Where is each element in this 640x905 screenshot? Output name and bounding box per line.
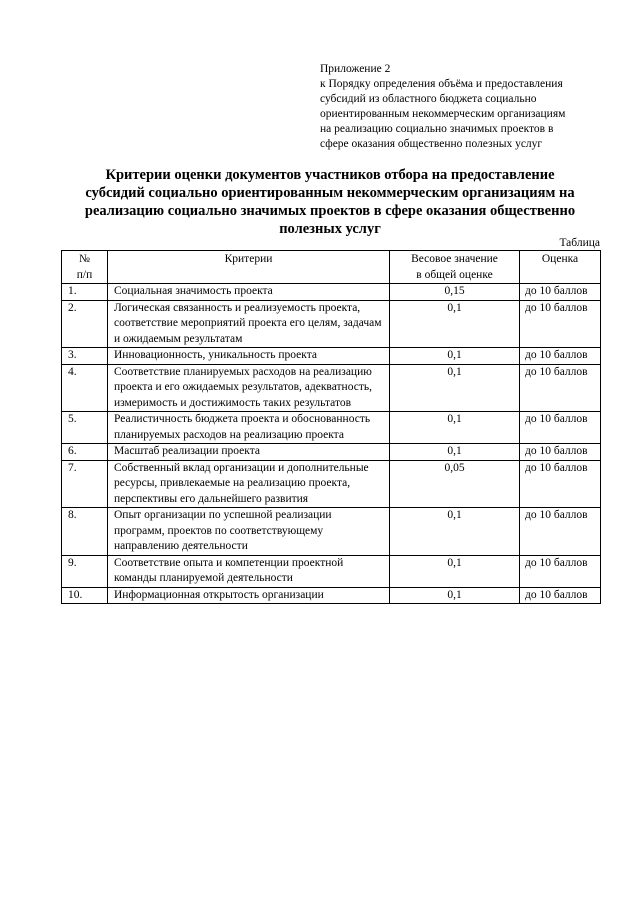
row-score: до 10 баллов xyxy=(520,300,601,348)
table-row xyxy=(62,364,601,412)
row-criteria: Информационная открытость организации xyxy=(108,587,390,604)
row-number: 3. xyxy=(62,348,108,365)
row-score: до 10 баллов xyxy=(520,348,601,365)
appendix-line: субсидий из областного бюджета социально xyxy=(320,93,537,105)
criteria-table xyxy=(61,250,601,604)
row-criteria: Масштаб реализации проекта xyxy=(108,444,390,461)
row-criteria: Опыт организации по успешной реализации программ, проектов по соответствующему направлению деятельности xyxy=(108,508,390,556)
row-weight: 0,1 xyxy=(390,508,520,556)
header-num-line: п/п xyxy=(76,268,93,281)
row-score: до 10 баллов xyxy=(520,284,601,301)
row-number: 5. xyxy=(62,412,108,444)
appendix-line: Приложение 2 xyxy=(320,63,391,75)
row-score: до 10 баллов xyxy=(520,412,601,444)
row-weight: 0,1 xyxy=(390,348,520,365)
document-title xyxy=(60,166,600,238)
row-number: 6. xyxy=(62,444,108,461)
table-body xyxy=(62,284,601,604)
row-weight: 0,1 xyxy=(390,412,520,444)
row-weight: 0,1 xyxy=(390,300,520,348)
row-score: до 10 баллов xyxy=(520,460,601,508)
table-caption: Таблица xyxy=(559,237,600,249)
table-row xyxy=(62,444,601,461)
header-score: Оценка xyxy=(520,251,601,284)
row-weight: 0,1 xyxy=(390,555,520,587)
row-score: до 10 баллов xyxy=(520,364,601,412)
row-criteria: Собственный вклад организации и дополнительные ресурсы, привлекаемые на реализацию проекта, перспективы его дальнейшего развития xyxy=(108,460,390,508)
row-weight: 0,1 xyxy=(390,444,520,461)
row-criteria: Инновационность, уникальность проекта xyxy=(108,348,390,365)
title-line: Критерии оценки документов участников отбора на предоставление xyxy=(105,167,555,183)
row-number: 1. xyxy=(62,284,108,301)
title-line: реализацию социально значимых проектов в сфере оказания общественно xyxy=(84,203,576,219)
table-row xyxy=(62,587,601,604)
table-row xyxy=(62,348,601,365)
header-criteria: Критерии xyxy=(108,251,390,284)
header-num xyxy=(62,251,108,284)
table-row xyxy=(62,555,601,587)
row-number: 7. xyxy=(62,460,108,508)
appendix-line: сфере оказания общественно полезных услуг xyxy=(320,138,543,150)
header-weight-line: в общей оценке xyxy=(416,268,493,281)
row-weight: 0,05 xyxy=(390,460,520,508)
appendix-line: ориентированным некоммерческим организациям xyxy=(320,108,566,120)
row-score: до 10 баллов xyxy=(520,508,601,556)
header-weight xyxy=(390,251,520,284)
row-number: 9. xyxy=(62,555,108,587)
row-criteria: Социальная значимость проекта xyxy=(108,284,390,301)
row-number: 8. xyxy=(62,508,108,556)
row-weight: 0,1 xyxy=(390,364,520,412)
row-number: 10. xyxy=(62,587,108,604)
row-score: до 10 баллов xyxy=(520,444,601,461)
appendix-line: на реализацию социально значимых проектов в xyxy=(320,123,554,135)
row-weight: 0,1 xyxy=(390,587,520,604)
row-score: до 10 баллов xyxy=(520,587,601,604)
row-criteria: Реалистичность бюджета проекта и обоснованность планируемых расходов на реализацию проекта xyxy=(108,412,390,444)
row-weight: 0,15 xyxy=(390,284,520,301)
header-weight-line: Весовое значение xyxy=(411,253,498,265)
title-line: субсидий социально ориентированным некоммерческим организациям на xyxy=(85,185,575,201)
table-row xyxy=(62,284,601,301)
row-criteria: Логическая связанность и реализуемость проекта, соответствие мероприятий проекта его целям, задачам и ожидаемым результатам xyxy=(108,300,390,348)
title-line: полезных услуг xyxy=(279,221,381,237)
row-criteria: Соответствие опыта и компетенции проектной команды планируемой деятельности xyxy=(108,555,390,587)
row-score: до 10 баллов xyxy=(520,555,601,587)
header-num-line: № xyxy=(79,253,90,265)
table-row xyxy=(62,412,601,444)
appendix-line: к Порядку определения объёма и предоставления xyxy=(320,78,563,90)
table-header-row xyxy=(62,251,601,284)
row-number: 2. xyxy=(62,300,108,348)
row-criteria: Соответствие планируемых расходов на реализацию проекта и его ожидаемых результатов, адекватность, измеримость и достижимость таких результатов xyxy=(108,364,390,412)
appendix-note xyxy=(320,62,620,152)
table-row xyxy=(62,508,601,556)
row-number: 4. xyxy=(62,364,108,412)
table-row xyxy=(62,460,601,508)
table-row xyxy=(62,300,601,348)
